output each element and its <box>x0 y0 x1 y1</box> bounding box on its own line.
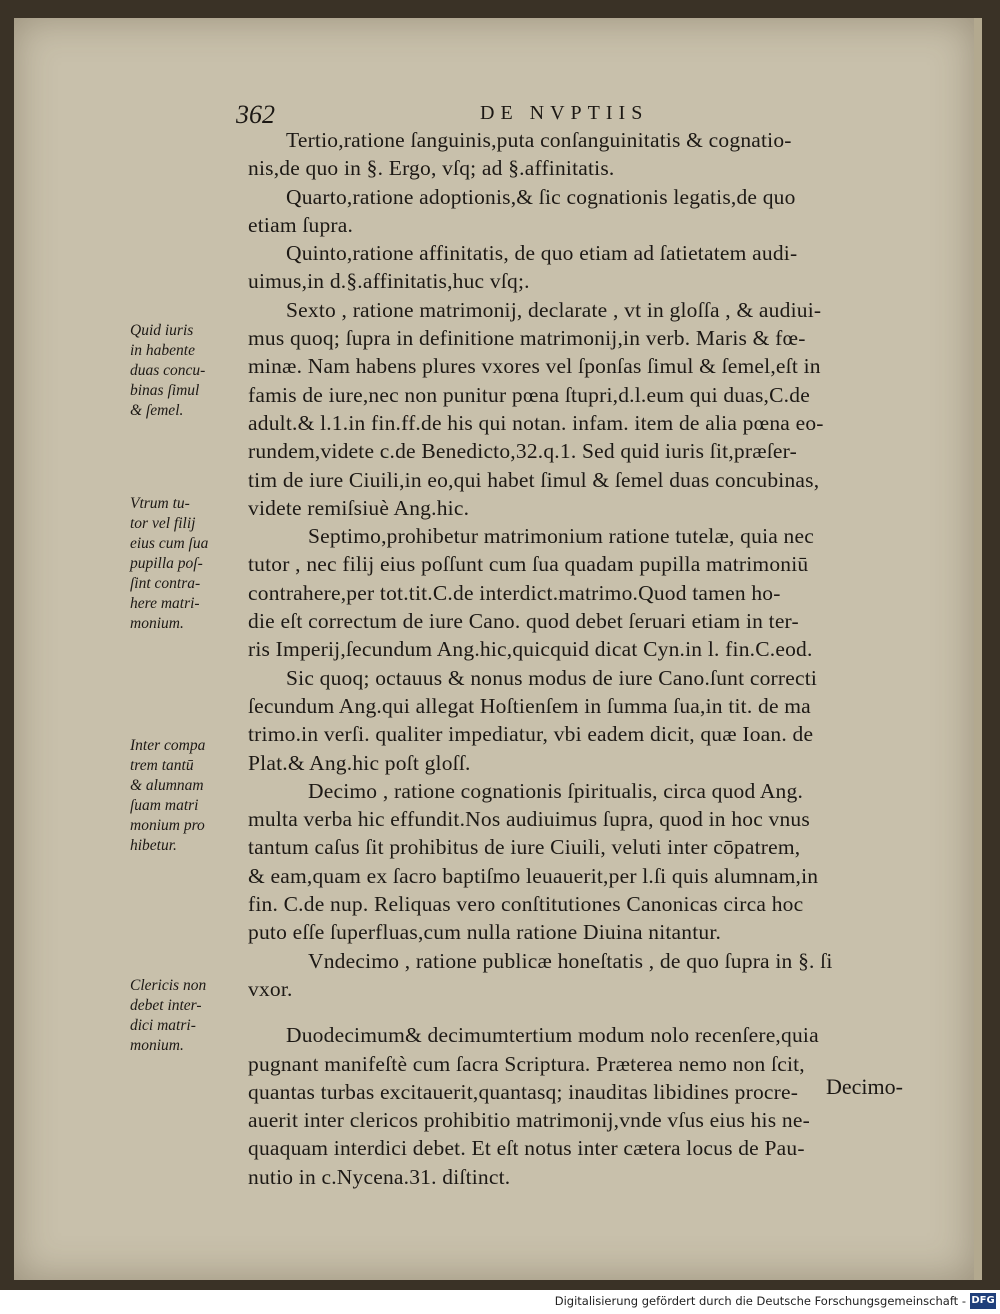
margin-note-line: in habente <box>130 342 195 359</box>
text-line: tutor , nec filij eius poſſunt cum ſua quadam pupilla matrimoniū <box>248 552 809 577</box>
text-line: tim de iure Ciuili,in eo,qui habet ſimul & ſemel duas concubinas, <box>248 467 820 492</box>
margin-note-compatrem <box>130 736 238 856</box>
main-text-block <box>248 126 924 1191</box>
margin-note-line: & alumnam <box>130 777 204 794</box>
margin-note-line: hibetur. <box>130 837 177 854</box>
text-line: nutio in c.Nycena.31. diſtinct. <box>248 1164 511 1189</box>
text-line: ſecundum Ang.qui allegat Hoſtienſem in ſumma ſua,in tit. de ma <box>248 693 811 718</box>
margin-note-line: here matri- <box>130 595 200 612</box>
text-line: Sic quoq; octauus & nonus modus de iure Cano.ſunt correcti <box>286 665 818 690</box>
margin-note-concubinas <box>130 321 238 421</box>
margin-note-line: monium pro <box>130 817 205 834</box>
margin-note-line: Vtrum tu- <box>130 495 190 512</box>
footer-bar <box>0 1290 1000 1314</box>
catchword: Decimo- <box>826 1074 903 1099</box>
text-line: Quinto,ratione affinitatis, de quo etiam ad ſatietatem audi- <box>286 241 798 266</box>
margin-note-line: debet inter- <box>130 997 202 1014</box>
text-line: puto eſſe ſuperfluas,cum nulla ratione Diuina nitantur. <box>248 920 722 945</box>
text-line: Vndecimo , ratione publicæ honeſtatis , de quo ſupra in §. ſi <box>308 948 833 973</box>
text-line: multa verba hic effundit.Nos audiuimus ſupra, quod in hoc vnus <box>248 807 810 832</box>
text-line: Septimo,prohibetur matrimonium ratione tutelæ, quia nec <box>308 524 814 549</box>
margin-note-line: pupilla poſ- <box>130 555 203 572</box>
text-line: minæ. Nam habens plures vxores vel ſponſas ſimul & ſemel,eſt in <box>248 354 821 379</box>
text-line: ris Imperij,ſecundum Ang.hic,quicquid dicat Cyn.in l. fin.C.eod. <box>248 637 813 662</box>
funding-credit: Digitalisierung gefördert durch die Deutsche Forschungsgemeinschaft - <box>554 1294 966 1308</box>
margin-note-line: Inter compa <box>130 737 206 754</box>
text-line: pugnant manifeſtè cum ſacra Scriptura. Præterea nemo non ſcit, <box>248 1051 805 1076</box>
running-title: DE NVPTIIS <box>480 102 649 124</box>
text-line: rundem,videte c.de Benedicto,32.q.1. Sed quid iuris ſit,præſer- <box>248 439 797 464</box>
text-line: quaquam interdici debet. Et eſt notus inter cætera locus de Pau- <box>248 1136 805 1161</box>
text-line: uimus,in d.§.affinitatis,huc vſq;. <box>248 269 530 294</box>
text-line: mus quoq; ſupra in definitione matrimonij,in verb. Maris & fœ- <box>248 326 806 351</box>
margin-note-line: monium. <box>130 1037 184 1054</box>
paragraph-gap <box>248 1003 924 1021</box>
text-line: quantas turbas excitauerit,quantasq; inauditas libidines procre- <box>248 1079 799 1104</box>
margin-note-line: Clericis non <box>130 977 207 994</box>
dfg-logo-icon: DFG <box>970 1293 996 1309</box>
margin-note-line: Quid iuris <box>130 322 194 339</box>
text-line: fin. C.de nup. Reliquas vero conſtitutiones Canonicas circa hoc <box>248 892 804 917</box>
text-line: Quarto,ratione adoptionis,& ſic cognationis legatis,de quo <box>286 184 796 209</box>
text-line: Plat.& Ang.hic poſt gloſſ. <box>248 750 471 775</box>
text-line: contrahere,per tot.tit.C.de interdict.matrimo.Quod tamen ho- <box>248 580 781 605</box>
text-line: trimo.in verſi. qualiter impediatur, vbi eadem dicit, quæ Ioan. de <box>248 722 814 747</box>
text-line: auerit inter clericos prohibitio matrimonij,vnde vſus eius his ne- <box>248 1108 810 1133</box>
margin-note-line: tor vel filij <box>130 515 196 532</box>
margin-note-line: trem tantū <box>130 757 194 774</box>
text-line: Duodecimum& decimumtertium modum nolo recenſere,quia <box>286 1023 819 1048</box>
text-line: vxor. <box>248 976 293 1001</box>
text-line: Decimo , ratione cognationis ſpiritualis, circa quod Ang. <box>308 778 804 803</box>
margin-note-line: ſint contra- <box>130 575 201 592</box>
text-line: die eſt correctum de iure Cano. quod debet ſeruari etiam in ter- <box>248 609 799 634</box>
text-line: videte remiſsiuè Ang.hic. <box>248 495 470 520</box>
text-line: Sexto , ratione matrimonij, declarate , vt in gloſſa , & audiui- <box>286 297 822 322</box>
text-line: etiam ſupra. <box>248 212 354 237</box>
text-line: & eam,quam ex ſacro baptiſmo leuauerit,per l.ſi quis alumnam,in <box>248 863 819 888</box>
text-line: nis,de quo in §. Ergo, vſq; ad §.affinitatis. <box>248 156 615 181</box>
text-line: famis de iure,nec non punitur pœna ſtupri,d.l.eum qui duas,C.de <box>248 382 810 407</box>
margin-note-line: ſuam matri <box>130 797 199 814</box>
margin-note-clericis <box>130 976 238 1056</box>
text-line: Tertio,ratione ſanguinis,puta conſanguinitatis & cognatio- <box>286 128 792 152</box>
page-number: 362 <box>236 100 275 129</box>
margin-note-line: & ſemel. <box>130 402 184 419</box>
margin-note-line: duas concu- <box>130 362 206 379</box>
text-line: tantum caſus ſit prohibitus de iure Ciuili, veluti inter cōpatrem, <box>248 835 801 860</box>
margin-note-line: eius cum ſua <box>130 535 209 552</box>
margin-note-line: dici matri- <box>130 1017 196 1034</box>
margin-note-tutor <box>130 494 238 634</box>
margin-note-line: monium. <box>130 615 184 632</box>
margin-note-line: binas ſimul <box>130 382 200 399</box>
text-line: adult.& l.1.in fin.ff.de his qui notan. infam. item de alia pœna eo- <box>248 410 824 435</box>
